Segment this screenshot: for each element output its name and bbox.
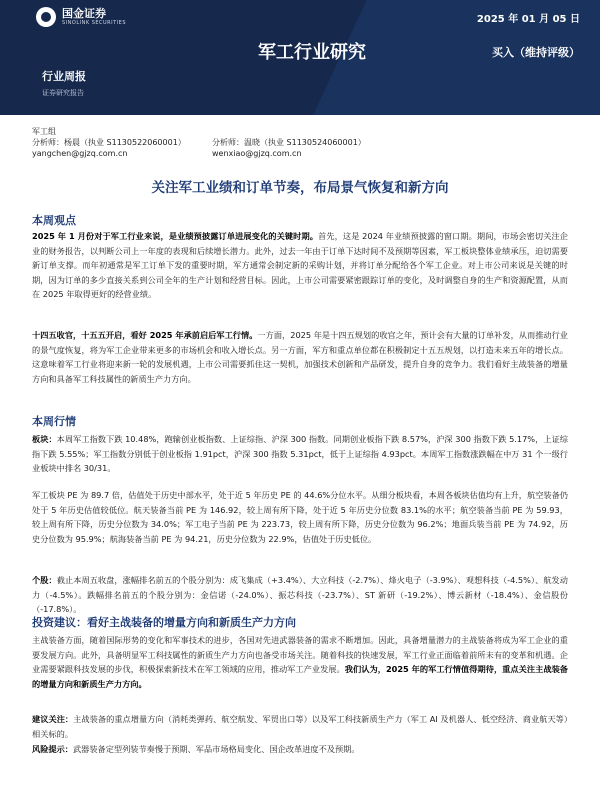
advice-p2-label: 建议关注： [32, 714, 74, 724]
market-p1-label: 板块： [32, 434, 57, 444]
advice-paragraph-1 [32, 633, 568, 691]
view-p2-lead: 十四五收官，十五五开启，看好 2025 年承前启后军工行情。 [32, 330, 258, 340]
report-type: 行业周报 [42, 70, 86, 83]
analyst-2-email[interactable]: wenxiao@gjzq.com.cn [212, 149, 302, 158]
risk-body: 武器装备定型列装节奏慢于预期、军品市场格局变化、国企改革进度不及预期。 [72, 744, 360, 754]
market-p3-body: 截止本周五收盘，涨幅排名前五的个股分别为：成飞集成（+3.4%）、大立科技（-2.7%）、烽火电子（-3.9%）、观想科技（-4.5%）、航发动力（-4.5%）。跌幅排名前五的个股分别为：金信诺（-24.0%）、振芯科技（-23.7%）、ST 新研（-19.2%）、博云新材（-18.4%）、金信股份（-17.8%）。 [32, 575, 568, 615]
section-heading-advice: 投资建议：看好主战装备的增量方向和新质生产力方向 [32, 616, 296, 629]
view-p1-lead: 2025 年 1 月份对于军工行业来说，是业绩预披露订单进展变化的关键时期。 [32, 231, 319, 241]
report-date: 2025 年 01 月 05 日 [476, 14, 580, 25]
analyst-info [32, 126, 186, 159]
report-subtitle: 证券研究报告 [42, 89, 84, 97]
view-paragraph-1 [32, 229, 568, 302]
industry-title: 军工行业研究 [258, 42, 366, 63]
view-p2-body: 一方面，2025 年是十四五规划的收官之年，预计会有大量的订单补发，从而推动行业的景气度恢复，将为军工企业带来更多的市场机会和收入增长点。另一方面，军方和重点单位都在积极制定十五五规划，以打造未来五年的增长点。这意味着军工行业将迎来新一轮的发展机遇，上市公司需要抓住这一契机，加强技术创新和产品研发，提升自身的竞争力。我们看好主战装备的增量方向和具备军工科技属性的新质生产力方向。 [32, 330, 568, 384]
group-label: 军工组 [32, 127, 56, 136]
advice-p1-body: 主战装备方面，随着国际形势的变化和军事技术的进步，各国对先进武器装备的需求不断增加。因此，具备增量潜力的主战装备将成为军工企业的重要发展方向。此外，具备明显军工科技属性的新质生产力方向也备受市场关注。随着科技的快速发展，军工行业正面临着前所未有的变革和机遇。企业需要紧跟科技发展的步伐，积极探索新技术在军工领域的应用，推动军工产业发展。 [32, 635, 568, 675]
analyst-2: 分析师：温晓（执业 S1130524060001） [212, 138, 366, 147]
market-paragraph-3 [32, 573, 568, 617]
rating-badge: 买入（维持评级） [492, 46, 580, 59]
logo-en-text: SINOLINK SECURITIES [62, 19, 126, 26]
risk-label: 风险提示： [32, 744, 73, 754]
logo-icon [36, 7, 56, 27]
analyst-1: 分析师：杨晨（执业 S1130522060001） [32, 138, 186, 147]
analyst-1-email[interactable]: yangchen@gjzq.com.cn [32, 149, 128, 158]
advice-p1-conclusion: 我们认为，2025 年的军工行情值得期待，重点关注主战装备的增量方向和新质生产力方向。 [32, 664, 568, 689]
view-paragraph-2 [32, 328, 568, 386]
market-paragraph-1 [32, 432, 568, 476]
market-p1-body: 本周军工指数下跌 10.48%，跑输创业板指数、上证综指、沪深 300 指数。同期创业板指下跌 8.57%，沪深 300 指数下跌 5.17%，上证综指下跌 5.55%；军工指数分别低于创业板指 1.91pct，沪深 300 指数 5.31pct，低于上证综指 4.93pct。本周军工指数涨跌幅在中万 31 个一级行业板块中排名 30/31。 [32, 434, 568, 474]
section-heading-view: 本周观点 [32, 214, 76, 227]
view-p1-body: 首先，这是 2024 年业绩预披露的窗口期。期间，市场会密切关注企业的财务报告，以判断公司上一年度的表现和后续增长潜力。此外，过去一年由于订单下达时间不及预期等因素，军工板块整体业绩承压，迫切需要新订单支撑。而年初通常是军工订单下发的重要时期，军方通常会制定新的采购计划，并将订单分配给各个军工企业。对上市公司来说是关键的时期，因为订单的多少直接关系到公司全年的生产计划和经营目标。因此，上市公司需要紧密跟踪订单的变化，及时调整自身的生产和资源配置，从而在 2025 年取得更好的经营业绩。 [32, 231, 568, 300]
analyst-info-2 [212, 137, 366, 159]
market-p2-body: 军工板块 PE 为 89.7 倍，估值处于历史中部水平，处于近 5 年历史 PE 的 44.6%分位水平。从细分板块看，本周各板块估值均有上升，航空装备仍处于 5 年历史估值较低位。航天装备当前 PE 为 146.92，较上周有所下降，处于近 5 年历史分位数 83.1%的水平；航空装备当前 PE 为 59.93，较上周有所下降，历史分位数为 34.0%；军工电子当前 PE 为 223.73，较上周有所下降，历史分位数为 96.2%；地面兵装当前 PE 为 74.92，历史分位数为 95.9%；航海装备当前 PE 为 94.21，历史分位数为 22.9%，估值处于历史低位。 [32, 490, 568, 544]
main-title: 关注军工业绩和订单节奏，布局景气恢复和新方向 [151, 180, 449, 196]
section-heading-market: 本周行情 [32, 415, 76, 428]
advice-paragraph-2 [32, 712, 568, 741]
risk-paragraph [32, 742, 568, 757]
company-logo [36, 7, 126, 27]
advice-p2-body: 主战装备的重点增量方向（消耗类弹药、航空航发、军贸出口等）以及军工科技新质生产力（军工 AI 及机器人、低空经济、商业航天等）相关标的。 [32, 714, 568, 739]
logo-cn-text: 国金证券 [62, 6, 106, 20]
market-p3-label: 个股： [32, 575, 57, 585]
report-header [0, 0, 600, 115]
market-paragraph-2 [32, 488, 568, 546]
